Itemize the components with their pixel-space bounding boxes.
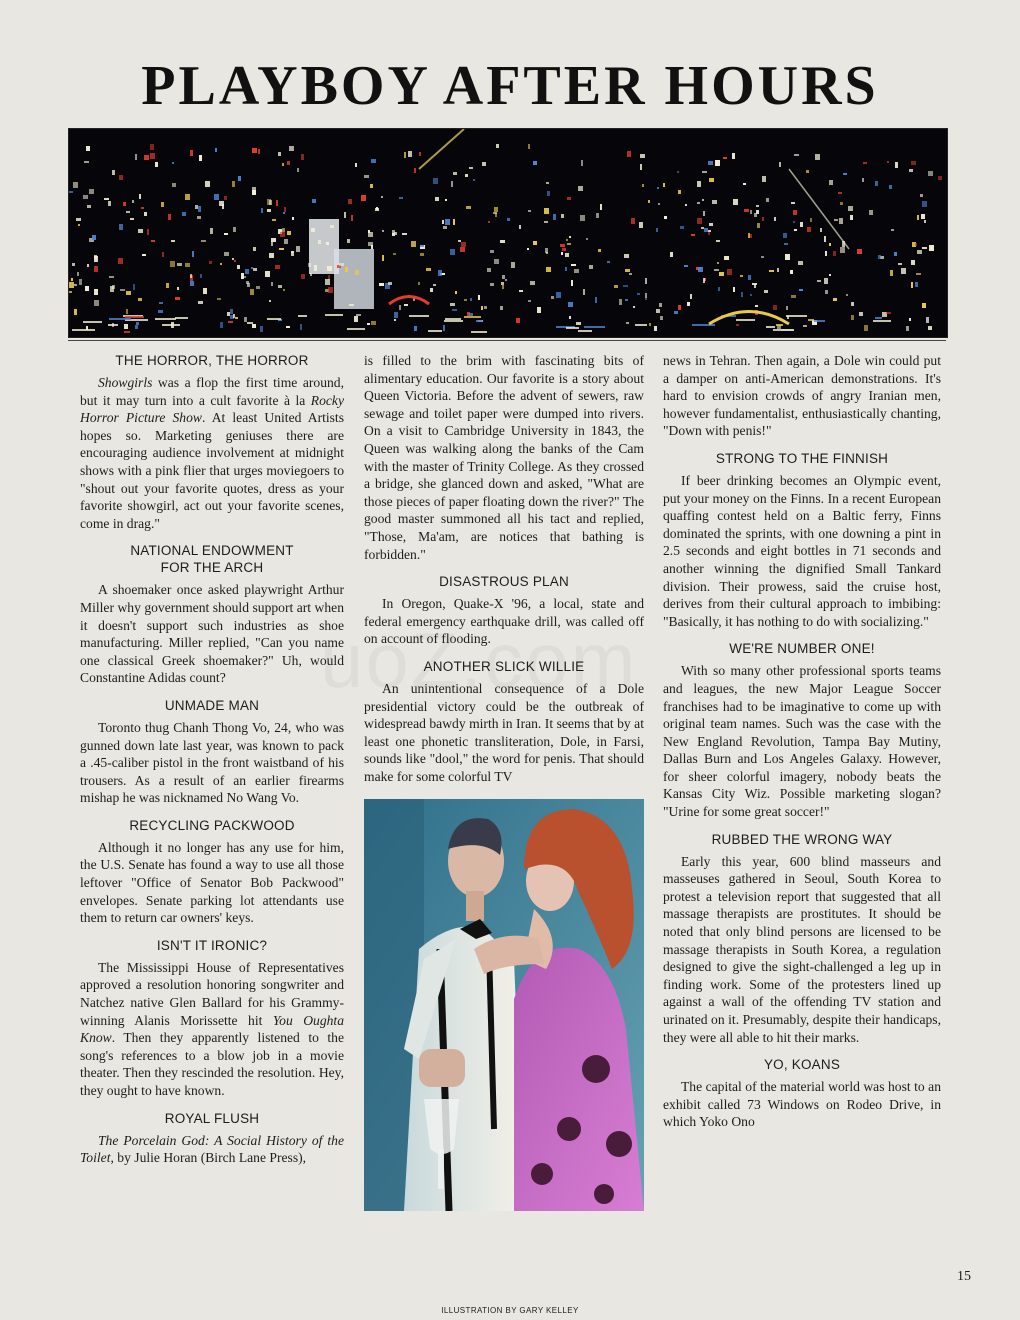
heading-line: FOR THE ARCH: [160, 560, 264, 576]
heading-horror: THE HORROR, THE HORROR: [115, 353, 309, 368]
article-packwood: Although it no longer has any use for him, the U.S. Senate has found a way to use all those leftover "Office of Senator Bob Packwood" envelopes. Senate parking lot attendants use them to return car owners' keys.: [80, 839, 344, 926]
heading-rubbed: RUBBED THE WRONG WAY: [711, 831, 893, 847]
page-number: 15: [957, 1269, 971, 1284]
heading-unmade-man: UNMADE MAN: [164, 697, 260, 713]
article-unmade-man: Toronto thug Chanh Thong Vo, 24, who was gunned down late last year, was known to pack a .45-caliber pistol in the front waistband of his trousers. As a result of an earlier firearms mishap he was nicknamed No Wang Vo.: [80, 719, 344, 806]
song-title: You Oughta Know: [80, 1012, 344, 1046]
article-text: . At least United Artists hopes so. Marketing geniuses there are encouraging audience involvement at midnight shows with a pink flier that urges moviegoers to "shout out your favorite quotes, dress as your favorite showgirl, act out your favorite scenes, come in drag.": [80, 410, 345, 531]
column-1: [80, 352, 344, 1167]
article-text: . Then they apparently listened to the song's references to a blow job in a movie theater. Then they rescinded the resolution. Hey, they ought to have known.: [80, 1030, 344, 1098]
city-skyline-illustration: [68, 128, 948, 338]
film-title: Showgirls: [98, 375, 153, 390]
article-number-one: With so many other professional sports teams and leagues, the new Major League Soccer franchises had to be imaginative to come up with original team names. Such was the case with the New England Revolution, Tampa Bay Mutiny, Dallas Burn and Los Angeles Galaxy. However, for sheer colorful imagery, nobody beats the Kansas City Wiz. Possible marketing slogan? "Urine for some great soccer!": [663, 663, 941, 820]
article-royal-flush-cont: is filled to the brim with fascinating bits of alimentary education. Our favorite is a story about Queen Victoria. Before the advent of sewers, raw sewage and toilet paper were dumped into rivers. On a visit to Cambridge University in 1843, the Queen was walking along the banks of the Cam with the master of Trinity College. As they crossed a bridge, she glanced down and asked, "What are those pieces of paper floating down the river?" The good master summoned all his tact and replied, "Those, Ma'am, are notices that bathing is forbidden.": [364, 353, 644, 562]
column-2: [364, 352, 644, 1211]
article-slick-willie: An unintentional consequence of a Dole presidential victory could be the outbreak of widespread bawdy mirth in Iran. It seems that by at least one phonetic transliteration, Dole, in Farsi, sounds like "dool," the word for penis. That should make for some colorful TV: [364, 680, 644, 784]
article-royal-flush: [80, 1132, 344, 1167]
heading-royal-flush: ROYAL FLUSH: [164, 1110, 260, 1126]
article-ironic: [80, 959, 344, 1100]
section-divider: [68, 340, 946, 341]
article-text: , by Julie Horan (Birch Lane Press),: [110, 1150, 307, 1166]
heading-ironic: ISN'T IT IRONIC?: [156, 937, 268, 953]
article-finnish: If beer drinking becomes an Olympic event, put your money on the Finns. In a recent European quaffing contest held on a Baltic ferry, Finns dominated the sprints, with one downing a pint in 2.5 seconds and eight bottles in 71 seconds and another winning the dignified Small Tankard division. Their prowess, said the cruise host, derives from their cultural approach to imbibing: "Basically, it has nothing to do with socializing.": [663, 472, 941, 629]
heading-number-one: WE'RE NUMBER ONE!: [729, 641, 875, 657]
article-rubbed: Early this year, 600 blind masseurs and masseuses gathered in Seoul, South Korea to protest a television report that suggested that all massage therapists are prostitutes. It should be noted that only blind persons are licensed to be massage therapists in South Korea, a regulation designed to give the sight-challenged a leg up in finding work. Some of the protesters lined up against a wall of the offending TV station and urinated on it. Presumably, despite their handicaps, they were all able to hit their marks.: [663, 853, 941, 1045]
article-horror: [80, 374, 344, 532]
page-title: PLAYBOY AFTER HOURS: [141, 55, 879, 117]
article-text: was a flop the first time around, but it may turn into a cult favorite à la: [80, 375, 344, 408]
article-koans: The capital of the material world was host to an exhibit called 73 Windows on Rodeo Drive, in which Yoko Ono: [663, 1079, 941, 1130]
book-title: The Porcelain God: A Social History of the Toilet: [80, 1132, 344, 1166]
heading-packwood: RECYCLING PACKWOOD: [129, 817, 295, 833]
heading-endowment: [80, 542, 344, 576]
illustration-credit: ILLUSTRATION BY GARY KELLEY: [441, 1306, 579, 1315]
heading-disastrous-plan: DISASTROUS PLAN: [439, 574, 569, 590]
dancing-couple-illustration: [364, 799, 644, 1211]
heading-koans: YO, KOANS: [763, 1057, 841, 1073]
heading-slick-willie: ANOTHER SLICK WILLIE: [423, 658, 585, 674]
heading-line: NATIONAL ENDOWMENT: [130, 543, 294, 559]
article-disastrous-plan: In Oregon, Quake-X '96, a local, state and federal emergency earthquake drill, was called off on account of flooding.: [364, 596, 644, 647]
film-reference: Rocky Horror Picture Show: [80, 392, 344, 426]
article-text: The Mississippi House of Representatives approved a resolution honoring songwriter and Natchez native Glen Ballard for his Grammy-winning Alanis Morissette hit: [80, 959, 344, 1028]
heading-finnish: STRONG TO THE FINNISH: [715, 450, 889, 466]
column-3: [663, 352, 941, 1131]
article-endowment: A shoemaker once asked playwright Arthur Miller why government should support art when it doesn't support such industries as shoe manufacturing. Miller replied, "Can you name one classical Greek shoemaker?" Uh, would Constantine Adidas count?: [80, 582, 344, 686]
article-slick-willie-cont: news in Tehran. Then again, a Dole win could put a damper on anti-American demonstrations. It's hard to envision crowds of angry Iranian men, however fundamentalist, enthusiastically chanting, "Down with penis!": [663, 353, 941, 439]
